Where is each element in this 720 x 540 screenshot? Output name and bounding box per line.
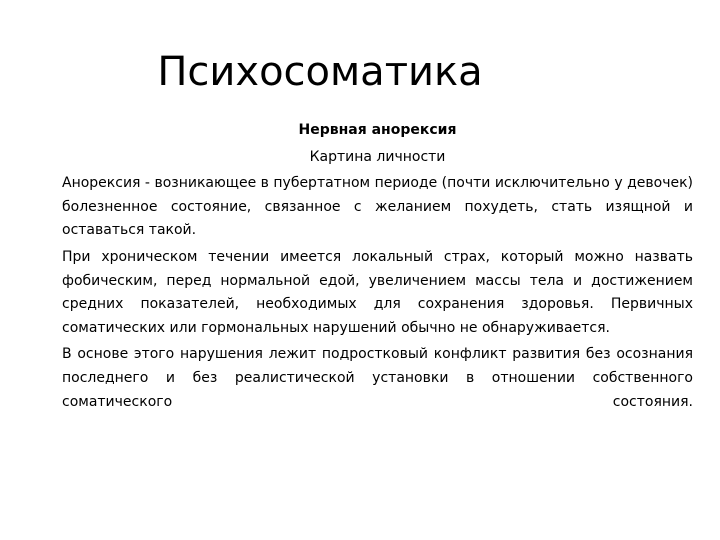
- section-subheading: Картина личности: [309, 148, 446, 165]
- section-heading: Нервная анорексия: [298, 122, 457, 138]
- paragraph-conflict: В основе этого нарушения лежит подростковый конфликт развития без осознания последнего и без реалистической установки в отношении собственного соматического состояния.: [62, 346, 693, 410]
- paragraph-chronic-course: При хроническом течении имеется локальный страх, который можно назвать фобическим, перед нормальной едой, увеличением массы тела и достижением средних показателей, необходимых для сохранения здоровья. Первичных соматических или гормональных нарушений обычно не обнаруживается.: [62, 248, 693, 336]
- slide-title: Психосоматика: [157, 49, 483, 95]
- slide-body: [62, 119, 693, 417]
- paragraph-definition: Анорексия - возникающее в пубертатном периоде (почти исключительно у девочек) болезненное состояние, связанное с желанием похудеть, стать изящной и оставаться такой.: [62, 175, 693, 239]
